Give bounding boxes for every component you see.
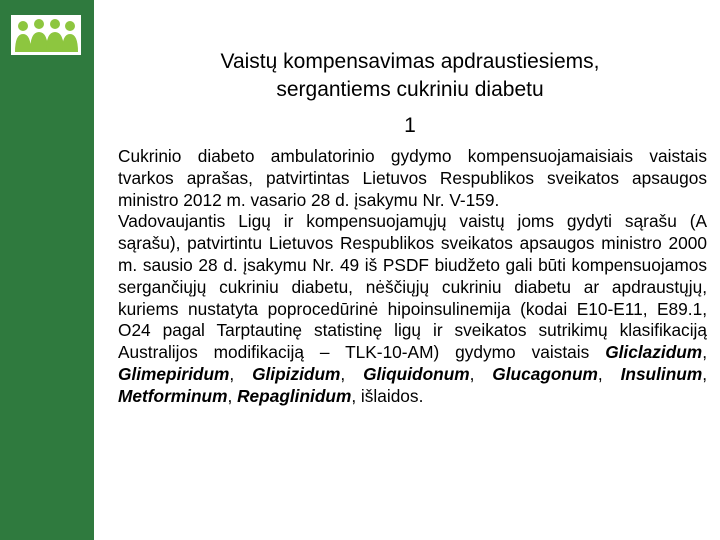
title-line-1: Vaistų kompensavimas apdraustiesiems, bbox=[220, 50, 600, 73]
ending: , išlaidos. bbox=[351, 385, 424, 406]
drug-name: Insulinum bbox=[620, 363, 703, 384]
separator: , bbox=[229, 363, 253, 384]
separator: , bbox=[702, 342, 707, 363]
separator: , bbox=[469, 363, 493, 384]
paragraph-2-text: Vadovaujantis Ligų ir kompensuojamųjų vaistų joms gydyti sąrašu (A sąrašu), patvirtintu Lietuvos Respublikos sveikatos apsaugos ministro 2000 m. sausio 28 d. įsakymu Nr. 49 iš PSDF biudžeto gali būti kompensuojamos sergančiųjų cukriniu diabetu, nėščiųjų cukriniu diabetu ar apdraustųjų, kuriems nustatyta poprocedūrinė hipoinsulinemija (kodai E10-E11, E89.1, O24 pagal Tarptautinę statistinę ligų ir sveikatos sutrikimų klasifikaciją Australijos modifikaciją – TLK-10-AM) gydymo vaistais bbox=[118, 211, 707, 363]
separator: , bbox=[340, 363, 364, 384]
slide-body bbox=[118, 146, 707, 408]
drug-name: Glimepiridum bbox=[118, 363, 230, 384]
title-line-2: sergantiems cukriniu diabetu bbox=[276, 78, 544, 101]
slide-number: 1 bbox=[404, 114, 416, 137]
drug-name: Gliclazidum bbox=[605, 342, 703, 363]
paragraph-2 bbox=[118, 211, 707, 407]
drug-name: Metforminum bbox=[118, 385, 228, 406]
separator: , bbox=[702, 363, 708, 384]
paragraph-1: Cukrinio diabeto ambulatorinio gydymo kompensuojamaisiais vaistais tvarkos aprašas, patvirtintas Lietuvos Respublikos sveikatos apsaugos ministro 2012 m. vasario 28 d. įsakymu Nr. V-159. bbox=[118, 146, 707, 210]
drug-name: Gliquidonum bbox=[363, 363, 470, 384]
drug-name: Glipizidum bbox=[252, 363, 341, 384]
green-sidebar bbox=[0, 0, 94, 540]
drug-name: Glucagonum bbox=[492, 363, 598, 384]
separator: , bbox=[227, 385, 238, 406]
separator: , bbox=[597, 363, 621, 384]
people-group-logo-icon bbox=[10, 14, 82, 56]
page-title bbox=[120, 48, 700, 104]
drug-name: Repaglinidum bbox=[237, 385, 352, 406]
